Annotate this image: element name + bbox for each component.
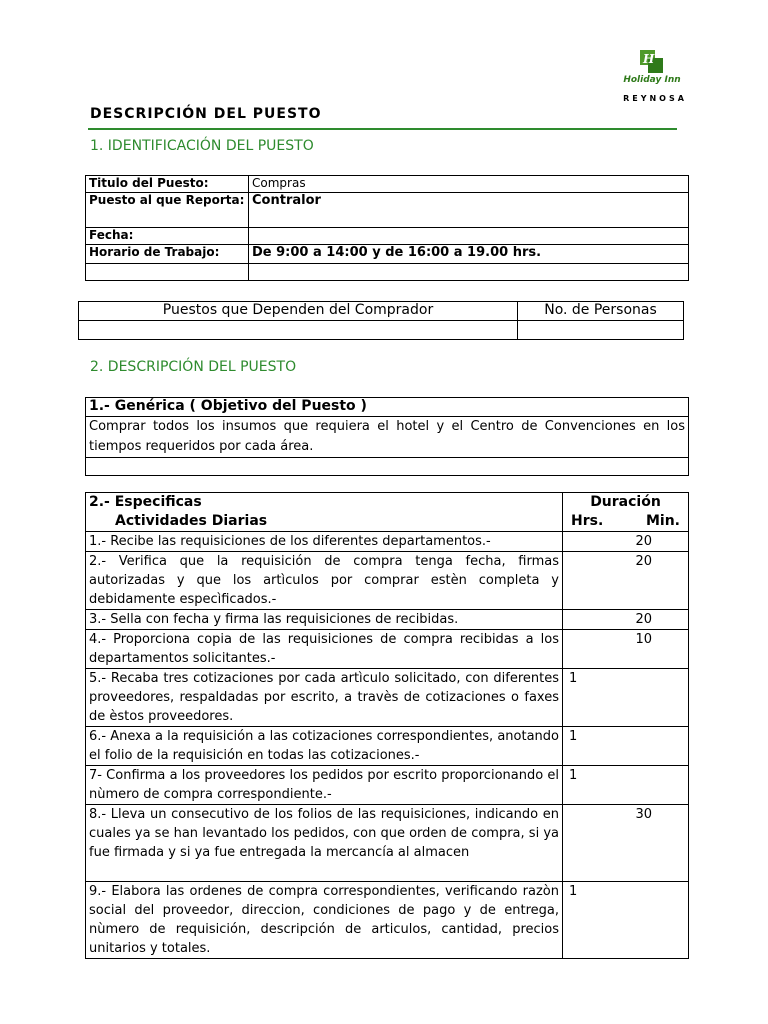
activity-text: 2.- Verifica que la requisición de compra tenga fecha, firmas autorizadas y que los artìculos por comprar estèn completa y debidamente especìficados.-: [86, 552, 563, 610]
activity-text: 4.- Proporciona copia de las requisiciones de compra recibidas a los departamentos solicitantes.-: [86, 630, 563, 669]
table-row: [86, 417, 689, 458]
activities-header: [86, 493, 563, 532]
table-row: [86, 228, 689, 245]
table-row: [86, 610, 689, 630]
activity-text: 9.- Elabora las ordenes de compra correspondientes, verificando razòn social del proveedor, direccion, condiciones de pago y de entrega, nùmero de requisición, descripción de articulos, cantidad, precios unitarios y totales.: [86, 882, 563, 959]
duration-cell: [563, 727, 689, 766]
hours-label: Hrs.: [571, 513, 604, 529]
generic-body: Comprar todos los insumos que requiera el hotel y el Centro de Convenciones en los tiempos requeridos por cada área.: [86, 417, 689, 458]
table-row: [86, 669, 689, 727]
hotel-logo: [612, 50, 692, 103]
daily-activities-title: Actividades Diarias: [115, 513, 268, 529]
column-header: No. de Personas: [518, 302, 684, 321]
minutes-value: 20: [635, 534, 652, 549]
minutes-label: Min.: [645, 513, 680, 529]
table-row: [86, 552, 689, 610]
document-title: DESCRIPCIÓN DEL PUESTO: [90, 106, 322, 122]
duration-cell: [563, 882, 689, 959]
field-value: [249, 228, 689, 245]
section1-heading: 1. IDENTIFICACIÓN DEL PUESTO: [90, 138, 314, 154]
minutes-value: 20: [635, 554, 652, 569]
duration-cell: [563, 630, 689, 669]
table-row: [86, 176, 689, 193]
table-header-row: [86, 493, 689, 532]
table-row: [86, 458, 689, 476]
empty-cell: [86, 264, 249, 281]
duration-cell: [563, 669, 689, 727]
identification-table: [85, 175, 689, 281]
duration-cell: [563, 610, 689, 630]
field-value: Contralor: [249, 193, 689, 228]
minutes-value: 30: [635, 807, 652, 822]
table-row: [86, 245, 689, 264]
logo-city: REYNOSA: [623, 94, 687, 103]
holiday-inn-logo-icon: H: [640, 50, 664, 74]
field-label: Horario de Trabajo:: [86, 245, 249, 264]
activity-text: 5.- Recaba tres cotizaciones por cada artìculo solicitado, con diferentes proveedores, respaldadas por escrito, a travès de cotizaciones o faxes de èstos proveedores.: [86, 669, 563, 727]
table-row: [86, 882, 689, 959]
activity-text: 7- Confirma a los proveedores los pedidos por escrito proporcionando el nùmero de compra correspondiente.-: [86, 766, 563, 805]
table-row: [86, 766, 689, 805]
minutes-value: 10: [635, 632, 652, 647]
generic-objective-table: [85, 397, 689, 476]
title-divider: [88, 128, 677, 130]
empty-cell: [79, 321, 518, 340]
activity-text: 8.- Lleva un consecutivo de los folios de las requisiciones, indicando en cuales ya se han levantado los pedidos, con que orden de compra, si ya fue firmada y si ya fue entregada la mercancía al almacen: [86, 805, 563, 882]
hours-value: 1: [569, 768, 578, 783]
table-row: [86, 727, 689, 766]
table-row: [86, 532, 689, 552]
field-value: De 9:00 a 14:00 y de 16:00 a 19.00 hrs.: [249, 245, 689, 264]
minutes-value: 20: [635, 612, 652, 627]
empty-cell: [86, 458, 689, 476]
specific-title: 2.- Especificas: [89, 494, 202, 510]
hours-value: 1: [569, 671, 578, 686]
table-header-row: [86, 398, 689, 417]
table-header-row: [79, 302, 684, 321]
duration-cell: [563, 532, 689, 552]
duration-units: [569, 512, 682, 531]
empty-cell: [249, 264, 689, 281]
dependents-table: [78, 301, 684, 340]
activity-text: 6.- Anexa a la requisición a las cotizaciones correspondientes, anotando el folio de la requisición en todas las cotizaciones.-: [86, 727, 563, 766]
activity-text: 1.- Recibe las requisiciones de los diferentes departamentos.-: [86, 532, 563, 552]
duration-cell: [563, 552, 689, 610]
section2-heading: 2. DESCRIPCIÓN DEL PUESTO: [90, 359, 297, 375]
field-label: Puesto al que Reporta:: [86, 193, 249, 228]
duration-cell: [563, 805, 689, 882]
column-header: Puestos que Dependen del Comprador: [79, 302, 518, 321]
hours-value: 1: [569, 729, 578, 744]
field-label: Titulo del Puesto:: [86, 176, 249, 193]
table-row: [86, 193, 689, 228]
empty-cell: [518, 321, 684, 340]
duration-header: [563, 493, 689, 532]
table-row: [86, 805, 689, 882]
table-row: [86, 630, 689, 669]
hours-value: 1: [569, 884, 578, 899]
generic-title: 1.- Genérica ( Objetivo del Puesto ): [86, 398, 689, 417]
table-row: [86, 264, 689, 281]
field-label: Fecha:: [86, 228, 249, 245]
duration-cell: [563, 766, 689, 805]
logo-brand-name: Holiday Inn: [623, 75, 681, 85]
table-row: [79, 321, 684, 340]
activity-text: 3.- Sella con fecha y firma las requisiciones de recibidas.: [86, 610, 563, 630]
field-value: Compras: [249, 176, 689, 193]
specific-activities-table: [85, 492, 689, 959]
duration-label: Duración: [590, 494, 661, 510]
